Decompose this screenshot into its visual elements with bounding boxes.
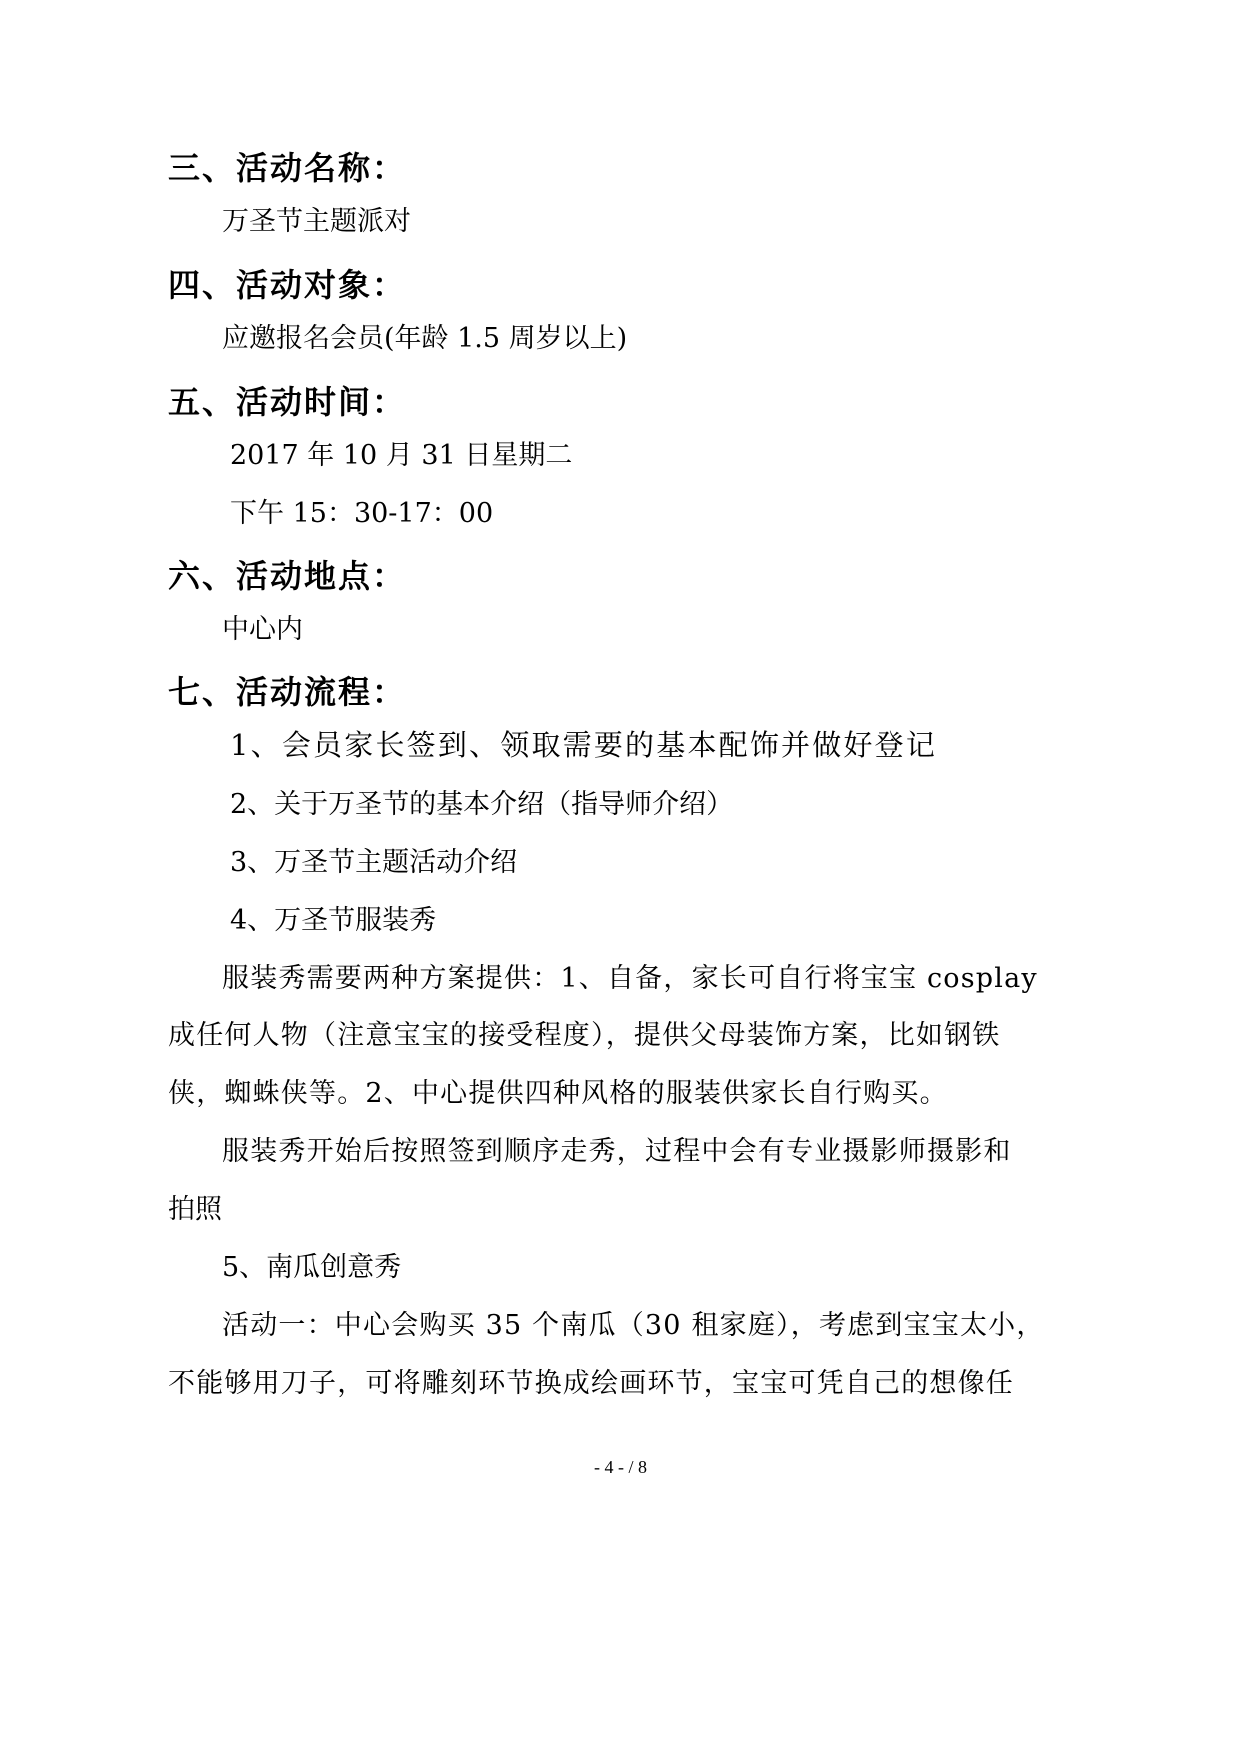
pumpkin-activity-paragraph-line: 活动一：中心会购买 35 个南瓜（30 租家庭），考虑到宝宝太小， xyxy=(222,1310,1045,1341)
section-heading-activity-target: 四、活动对象： xyxy=(168,266,407,304)
costume-show-paragraph-line: 成任何人物（注意宝宝的接受程度），提供父母装饰方案，比如钢铁 xyxy=(168,1020,1001,1051)
process-step-2: 2、关于万圣节的基本介绍（指导师介绍） xyxy=(230,789,734,820)
activity-date-text: 2017 年 10 月 31 日星期二 xyxy=(230,440,573,471)
pumpkin-activity-paragraph-line: 不能够用刀子，可将雕刻环节换成绘画环节，宝宝可凭自己的想像任 xyxy=(168,1368,1014,1399)
process-step-5: 5、南瓜创意秀 xyxy=(222,1252,402,1283)
section-heading-activity-location: 六、活动地点： xyxy=(168,557,407,595)
page-number: - 4 - / 8 xyxy=(594,1457,647,1477)
section-heading-activity-process: 七、活动流程： xyxy=(168,673,407,711)
process-step-1: 1、会员家长签到、领取需要的基本配饰并做好登记 xyxy=(230,728,938,762)
activity-target-text: 应邀报名会员(年龄 1.5 周岁以上) xyxy=(222,323,628,354)
section-heading-activity-name: 三、活动名称： xyxy=(168,149,407,187)
costume-show-order-paragraph-line: 拍照 xyxy=(168,1194,222,1225)
activity-time-text: 下午 15：30-17：00 xyxy=(230,498,494,529)
costume-show-order-paragraph-line: 服装秀开始后按照签到顺序走秀，过程中会有专业摄影师摄影和 xyxy=(222,1136,1012,1167)
costume-show-paragraph-line: 侠，蜘蛛侠等。2、中心提供四种风格的服装供家长自行购买。 xyxy=(168,1078,948,1109)
process-step-3: 3、万圣节主题活动介绍 xyxy=(230,847,518,878)
activity-name-text: 万圣节主题派对 xyxy=(222,206,411,237)
process-step-4: 4、万圣节服装秀 xyxy=(230,905,437,936)
section-heading-activity-time: 五、活动时间： xyxy=(168,383,407,421)
costume-show-paragraph-line: 服装秀需要两种方案提供：1、自备，家长可自行将宝宝 cosplay xyxy=(222,963,1038,994)
activity-location-text: 中心内 xyxy=(222,614,303,645)
